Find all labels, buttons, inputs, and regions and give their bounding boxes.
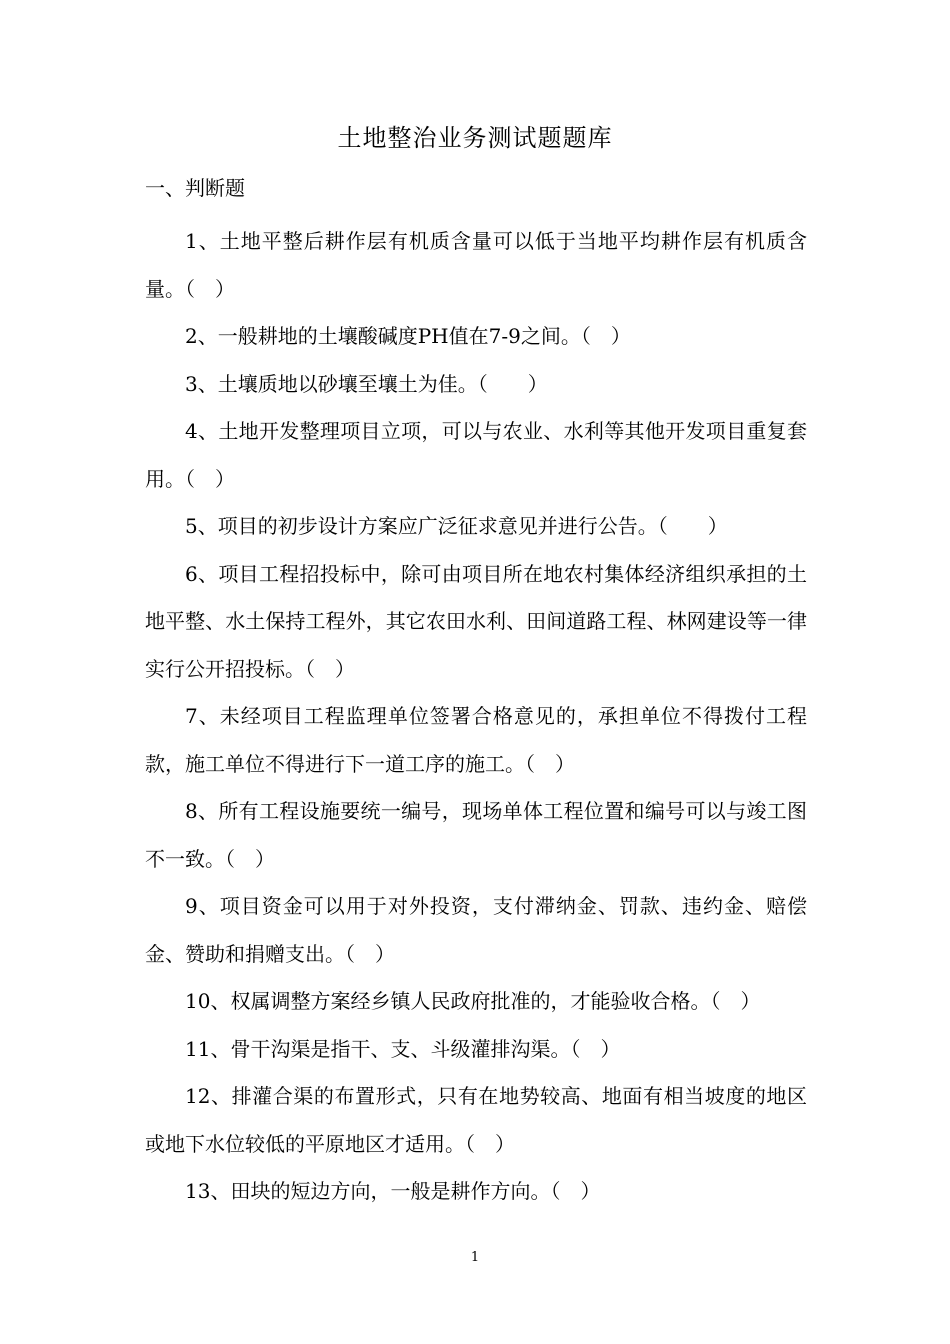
question-item: 2、一般耕地的土壤酸碱度PH值在7-9之间。（ ） <box>185 324 631 348</box>
question-item: 9、项目资金可以用于对外投资，支付滞纳金、罚款、违约金、赔偿金、赞助和捐赠支出。（ ） <box>145 894 807 966</box>
question-item: 3、土壤质地以砂壤至壤土为佳。（ ） <box>185 371 548 396</box>
question-item: 13、田块的短边方向，一般是耕作方向。（ ） <box>185 1179 601 1203</box>
page-number: 1 <box>470 1250 480 1265</box>
question-item: 10、权属调整方案经乡镇人民政府批准的，才能验收合格。（ ） <box>185 989 761 1013</box>
question-item: 12、排灌合渠的布置形式，只有在地势较高、地面有相当坡度的地区或地下水位较低的平原地区才适用。（ ） <box>145 1084 807 1156</box>
question-item: 1、土地平整后耕作层有机质含量可以低于当地平均耕作层有机质含量。（ ） <box>145 229 807 301</box>
question-item: 7、未经项目工程监理单位签署合格意见的，承担单位不得拨付工程款，施工单位不得进行下一道工序的施工。（ ） <box>145 704 807 776</box>
question-item: 6、项目工程招投标中，除可由项目所在地农村集体经济组织承担的土地平整、水土保持工程外，其它农田水利、田间道路工程、林网建设等一律实行公开招投标。（ ） <box>145 561 807 681</box>
question-item: 5、项目的初步设计方案应广泛征求意见并进行公告。（ ） <box>185 514 728 538</box>
question-item: 8、所有工程设施要统一编号，现场单体工程位置和编号可以与竣工图不一致。（ ） <box>145 799 807 871</box>
section-heading: 一、判断题 <box>145 176 245 200</box>
question-list <box>145 218 807 1216</box>
question-item: 4、土地开发整理项目立项，可以与农业、水利等其他开发项目重复套用。（ ） <box>145 419 807 491</box>
question-item: 11、骨干沟渠是指干、支、斗级灌排沟渠。（ ） <box>185 1036 621 1061</box>
document-title: 土地整治业务测试题题库 <box>337 124 613 152</box>
